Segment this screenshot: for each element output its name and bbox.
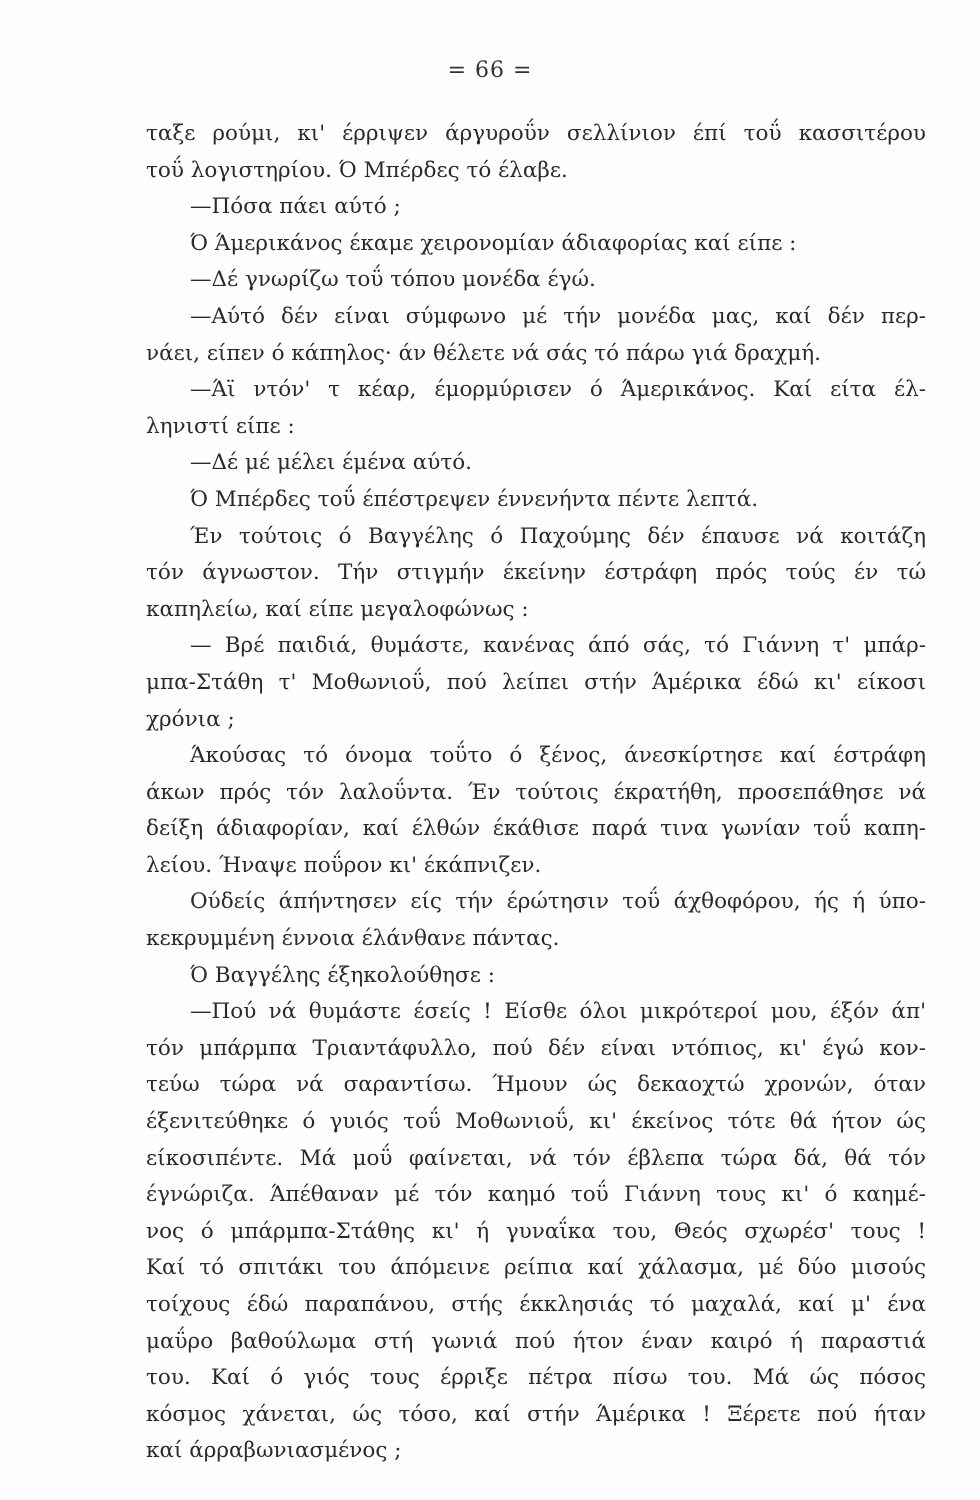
text-line: Ό Μπέρδες τοΰ έπέστρεψεν έννενήντα πέντε λεπτά. xyxy=(190,486,759,512)
text-line: λείου. Ήναψε ποΰρον κι' έκάπνιζεν. xyxy=(146,852,542,878)
text-line: νάει, είπεν ό κάπηλος· άν θέλετε νά σάς τό πάρω γιά δραχμή. xyxy=(146,340,822,366)
text-line: μπα-Στάθη τ' Μοθωνιοΰ, πού λείπει στήν Άμέρικα έδώ κι' είκοσι xyxy=(146,669,926,695)
text-line: μαΰρο βαθούλωμα στή γωνιά πού ήτον έναν καιρό ή παραστιά xyxy=(146,1328,926,1354)
text-line: Ούδείς άπήντησεν είς τήν έρώτησιν τοΰ άχθοφόρου, ής ή ύπο- xyxy=(190,889,926,915)
text-line: Ό Βαγγέλης έξηκολούθησε : xyxy=(190,962,495,988)
text-line: τόν μπάρμπα Τριαντάφυλλο, πού δέν είναι ντόπιος, κι' έγώ κον- xyxy=(146,1035,926,1061)
text-line: κεκρυμμένη έννοια έλάνθανε πάντας. xyxy=(146,926,560,952)
text-line: Ό Άμερικάνος έκαμε χειρονομίαν άδιαφορίας καί είπε : xyxy=(190,230,797,256)
text-line: κόσμος χάνεται, ώς τόσο, καί στήν Άμέρικα ! Ξέρετε πού ήταν xyxy=(146,1401,926,1427)
text-line: — Βρέ παιδιά, θυμάστε, κανένας άπό σάς, τό Γιάννη τ' μπάρ- xyxy=(190,633,926,659)
text-line: τοΰ λογιστηρίου. Ό Μπέρδες τό έλαβε. xyxy=(146,157,568,183)
text-line: είκοσιπέντε. Μά μοΰ φαίνεται, νά τόν έβλεπα τώρα δά, θά τόν xyxy=(146,1145,926,1171)
text-line: δείξη άδιαφορίαν, καί έλθών έκάθισε παρά τινα γωνίαν τοΰ καπη- xyxy=(146,816,926,842)
text-line: καί άρραβωνιασμένος ; xyxy=(146,1438,402,1464)
text-line: άκων πρός τόν λαλοΰντα. Έν τούτοις έκρατήθη, προσεπάθησε νά xyxy=(146,779,926,805)
text-line: —Άϊ ντόν' τ κέαρ, έμορμύρισεν ό Άμερικάνος. Καί είτα έλ- xyxy=(190,377,926,403)
text-line: —Δέ μέ μέλει έμένα αύτό. xyxy=(190,450,473,476)
text-line: του. Καί ό γιός τους έρριξε πέτρα πίσω του. Μά ώς πόσος xyxy=(146,1365,926,1391)
text-line: —Δέ γνωρίζω τοΰ τόπου μονέδα έγώ. xyxy=(190,267,596,293)
text-line: Καί τό σπιτάκι του άπόμεινε ρείπια καί χάλασμα, μέ δύο μισούς xyxy=(146,1255,926,1281)
text-line: χρόνια ; xyxy=(146,706,235,732)
text-line: —Πόσα πάει αύτό ; xyxy=(190,194,401,220)
text-line: νος ό μπάρμπα-Στάθης κι' ή γυναΐκα του, Θεός σχωρέσ' τους ! xyxy=(146,1218,926,1244)
text-line: έξενιτεύθηκε ό γυιός τοΰ Μοθωνιοΰ, κι' έκείνος τότε θά ήτον ώς xyxy=(146,1109,926,1135)
body-text xyxy=(146,116,926,1470)
text-line: Άκούσας τό όνομα τοΰτο ό ξένος, άνεσκίρτησε καί έστράφη xyxy=(190,743,926,769)
text-line: καπηλείω, καί είπε μεγαλοφώνως : xyxy=(146,596,529,622)
text-line: —Πού νά θυμάστε έσείς ! Είσθε όλοι μικρότεροί μου, έξόν άπ' xyxy=(190,999,926,1025)
text-line: τόν άγνωστον. Τήν στιγμήν έκείνην έστράφη πρός τούς έν τώ xyxy=(146,560,926,586)
text-line: τοίχους έδώ παραπάνου, στής έκκλησιάς τό μαχαλά, καί μ' ένα xyxy=(146,1292,926,1317)
text-line: έγνώριζα. Άπέθαναν μέ τόν καημό τοΰ Γιάννη τους κι' ό καημέ- xyxy=(146,1182,926,1208)
text-line: ταξε ρούμι, κι' έρριψεν άργυροΰν σελλίνιον έπί τοΰ κασσιτέρου xyxy=(146,121,926,146)
text-line: Έν τούτοις ό Βαγγέλης ό Παχούμης δέν έπαυσε νά κοιτάζη xyxy=(190,523,926,549)
page-number: = 66 = xyxy=(447,58,533,83)
text-line: τεύω τώρα νά σαραντίσω. Ήμουν ώς δεκαοχτώ χρονών, όταν xyxy=(146,1072,926,1098)
text-line: —Αύτό δέν είναι σύμφωνο μέ τήν μονέδα μας, καί δέν περ- xyxy=(190,303,926,329)
text-line: ληνιστί είπε : xyxy=(146,413,295,439)
